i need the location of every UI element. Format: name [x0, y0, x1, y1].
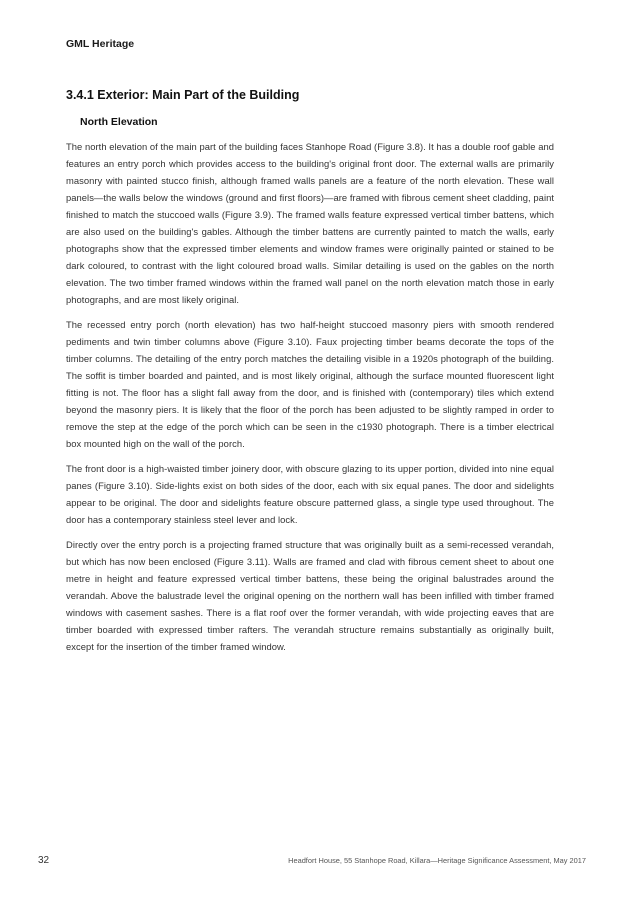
main-content: [66, 86, 554, 663]
section-title: 3.4.1 Exterior: Main Part of the Building: [66, 88, 300, 102]
subheading: North Elevation: [80, 116, 158, 128]
paragraph: Directly over the entry porch is a projecting framed structure that was originally built as a semi-recessed verandah, but which has now been enclosed (Figure 3.11). Walls are framed and clad with fibrous cement sheet to about one metre in height and feature expressed vertical timber battens, these being the original balustrades around the verandah. Above the balustrade level the original opening on the northern wall has been infilled with timber framed windows with casement sashes. There is a flat roof over the former verandah, with wide projecting eaves that are timber boarded with expressed timber rafters. The verandah structure remains substantially as originally built, except for the insertion of the timber framed window.: [66, 539, 554, 652]
running-header: GML Heritage: [66, 38, 135, 50]
footer-document-title: Headfort House, 55 Stanhope Road, Killara—Heritage Significance Assessment, May 2017: [288, 856, 586, 865]
paragraph: The north elevation of the main part of the building faces Stanhope Road (Figure 3.8). It has a double roof gable and features an entry porch which provides access to the building's original front door. The external walls are primarily masonry with painted stucco finish, although framed walls panels are a feature of the north elevation. These wall panels—the walls below the windows (ground and first floors)—are framed with fibrous cement sheet cladding, paint finished to match the stuccoed walls (Figure 3.9). The framed walls feature expressed vertical timber battens, which are also used on the building's gables. Although the timber battens are currently painted to match the walls, early photographs show that the expressed timber elements and window frames were originally painted or stained to be dark coloured, to contrast with the light coloured broad walls. Similar detailing is used on the gables on the north elevation. The two timber framed windows within the framed wall panel on the north elevation match those in early photographs, and are most likely original.: [66, 141, 554, 305]
page-number: 32: [38, 855, 50, 866]
paragraph: The recessed entry porch (north elevation) has two half-height stuccoed masonry piers with smooth rendered pediments and twin timber columns above (Figure 3.10). Faux projecting timber beams decorate the tops of the timber columns. The detailing of the entry porch matches the detailing visible in a 1920s photograph of the building. The soffit is timber boarded and painted, and is most likely original, although the surface mounted fluorescent light fitting is not. The floor has a slight fall away from the door, and is finished with (contemporary) tiles which extend beyond the masonry piers. It is likely that the floor of the porch has been adjusted to be slightly ramped in order to remove the step at the edge of the porch which can be seen in the c1930 photograph. There is a timber electrical box mounted high on the wall of the porch.: [66, 319, 554, 449]
paragraph: The front door is a high-waisted timber joinery door, with obscure glazing to its upper portion, divided into nine equal panes (Figure 3.10). Side-lights exist on both sides of the door, each with six equal panes. The door and sidelights appear to be original. The door and sidelights feature obscure patterned glass, a single type used throughout. The door has a contemporary stainless steel lever and lock.: [66, 463, 554, 525]
